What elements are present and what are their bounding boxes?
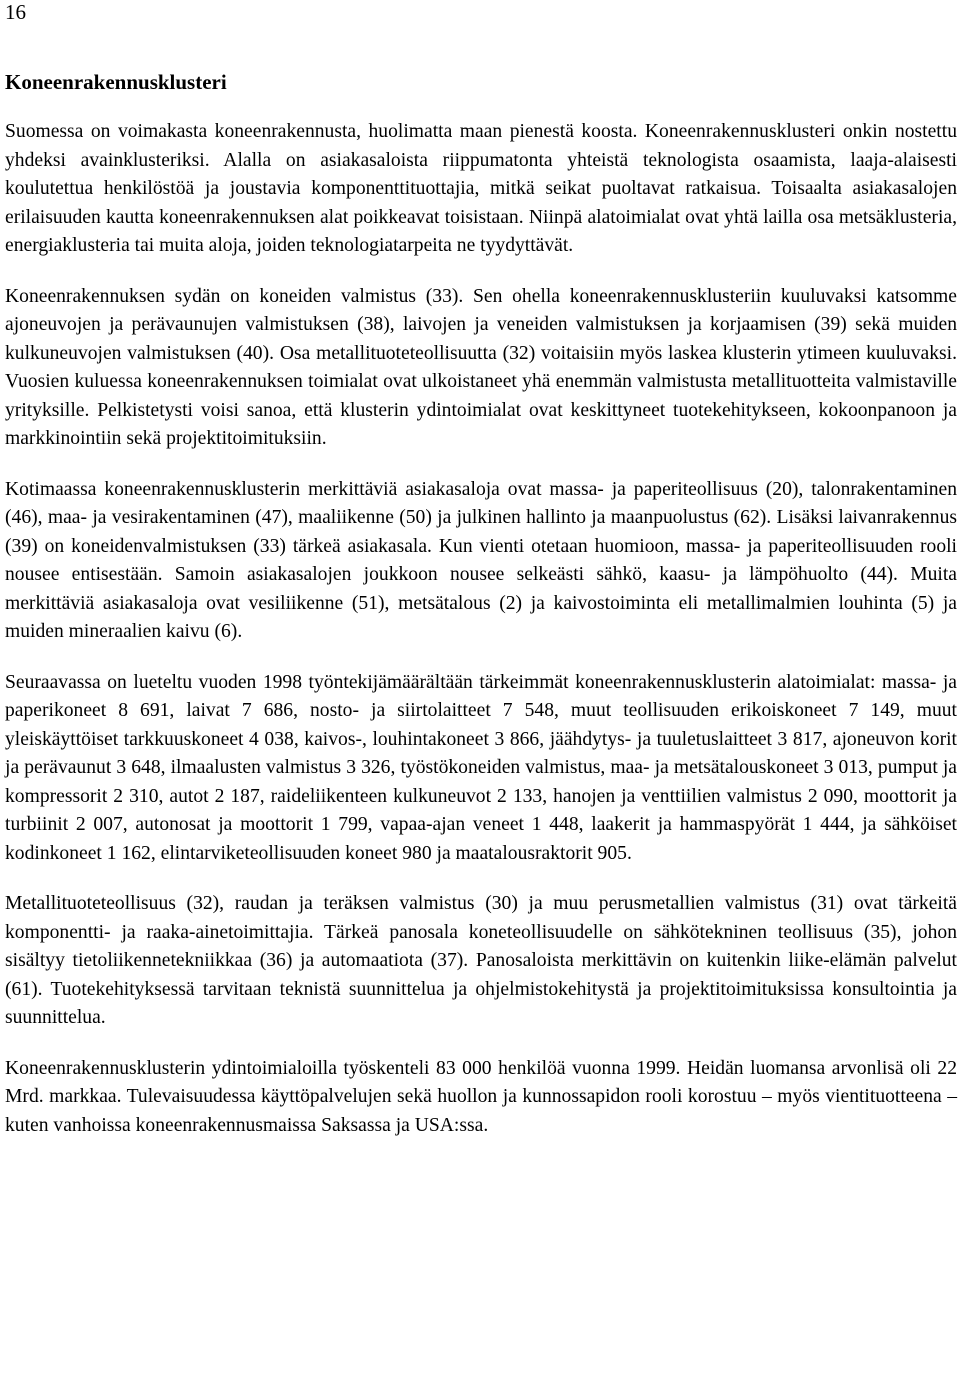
paragraph-summary: Koneenrakennusklusterin ydintoimialoilla työskenteli 83 000 henkilöä vuonna 1999. Heidän luomansa arvonlisä oli 22 Mrd. markkaa. Tulevaisuudessa käyttöpalvelujen sekä huollon ja kunnossapidon rooli korostuu – myös vientituotteena – kuten vanhoissa koneenrakennusmaissa Saksassa ja USA:ssa. bbox=[5, 1057, 957, 1136]
body-text bbox=[5, 118, 957, 1162]
section-heading: Koneenrakennusklusteri bbox=[5, 70, 227, 94]
paragraph-core-industries: Koneenrakennuksen sydän on koneiden valmistus (33). Sen ohella koneenrakennusklusteriin kuuluvaksi katsomme ajoneuvojen ja perävaunujen valmistuksen (38), laivojen ja veneiden valmistuksen ja korjaamisen (39) sekä muiden kulkuneuvojen valmistuksen (40). Osa metallituoteteollisuutta (32) voitaisiin myös laskea klusterin ytimeen kuuluvaksi. Vuosien kuluessa koneenrakennuksen toimialat ovat ulkoistaneet yhä enemmän valmistusta metallituotteita valmistaville yrityksille. Pelkistetysti voisi sanoa, että klusterin ydintoimialat ovat keskittyneet tuotekehitykseen, kokoonpanoon ja markkinointiin sekä projektitoimituksiin. bbox=[5, 285, 957, 449]
paragraph-subsectors-employment: Seuraavassa on lueteltu vuoden 1998 työntekijämäärältään tärkeimmät koneenrakennusklusterin alatoimialat: massa- ja paperikoneet 8 691, laivat 7 686, nosto- ja siirtolaitteet 7 548, muut teollisuuden erikoiskoneet 7 149, muut yleiskäyttöiset tarkkuuskoneet 4 038, kaivos-, louhintakoneet 3 866, jäähdytys- ja tuuletuslaitteet 3 817, ajoneuvon korit ja perävaunut 3 648, ilmaalusten valmistus 3 326, työstökoneiden valmistus, maa- ja metsätalouskoneet 3 013, pumput ja kompressorit 2 310, autot 2 187, raideliikenteen kulkuneuvot 2 133, hanojen ja venttiilien valmistus 2 090, moottorit ja turbiinit 2 007, autonosat ja moottorit 1 799, vapaa-ajan veneet 1 448, laakerit ja hammaspyörät 1 444, ja sähköiset kodinkoneet 1 162, elintarviketeollisuuden koneet 980 ja maatalousraktorit 905. bbox=[5, 671, 957, 864]
paragraph-suppliers: Metallituoteteollisuus (32), raudan ja teräksen valmistus (30) ja muu perusmetallien valmistus (31) ovat tärkeitä komponentti- ja raaka-ainetoimittajia. Tärkeä panosala koneteollisuudelle on sähkötekninen teollisuus (35), johon sisältyy tietoliikennetekniikkaa (36) ja automaatiota (37). Panosaloista merkittävin on kuitenkin liike-elämän palvelut (61). Tuotekehityksessä tarvitaan teknistä suunnittelua ja ohjelmistokehitystä ja projektitoimituksissa konsultointia ja suunnittelua. bbox=[5, 893, 957, 1028]
paragraph-customer-sectors: Kotimaassa koneenrakennusklusterin merkittäviä asiakasaloja ovat massa- ja paperiteollisuus (20), talonrakentaminen (46), maa- ja vesirakentaminen (47), maaliikenne (50) ja julkinen hallinto ja maanpuolustus (62). Lisäksi laivanrakennus (39) on koneidenvalmistuksen (33) tärkeä asiakasala. Kun vienti otetaan huomioon, massa- ja paperiteollisuuden rooli nousee entisestään. Samoin asiakasalojen joukkoon nousee selkeästi sähkö, kaasu- ja lämpöhuolto (44). Muita merkittäviä asiakasaloja ovat vesiliikenne (51), metsätalous (2) ja kaivostoiminta eli metallimalmien louhinta (5) ja muiden mineraalien kaivu (6). bbox=[5, 478, 957, 642]
paragraph-intro: Suomessa on voimakasta koneenrakennusta, huolimatta maan pienestä koosta. Koneenrakennusklusteri onkin nostettu yhdeksi avainklusteriksi. Alalla on asiakasaloista riippumatonta yhteistä teknologista osaamista, laaja-alaisesti koulutettua henkilöstöä ja joustavia komponenttituottajia, mitkä seikat puoltavat ratkaisua. Toisaalta asiakasalojen erilaisuuden kautta koneenrakennuksen alat poikkeavat toisistaan. Niinpä alatoimialat ovat yhtä lailla osa metsäklusteria, energiaklusteria tai muita aloja, joiden teknologiatarpeita ne tyydyttävät. bbox=[5, 121, 957, 256]
page-number: 16 bbox=[5, 0, 26, 24]
